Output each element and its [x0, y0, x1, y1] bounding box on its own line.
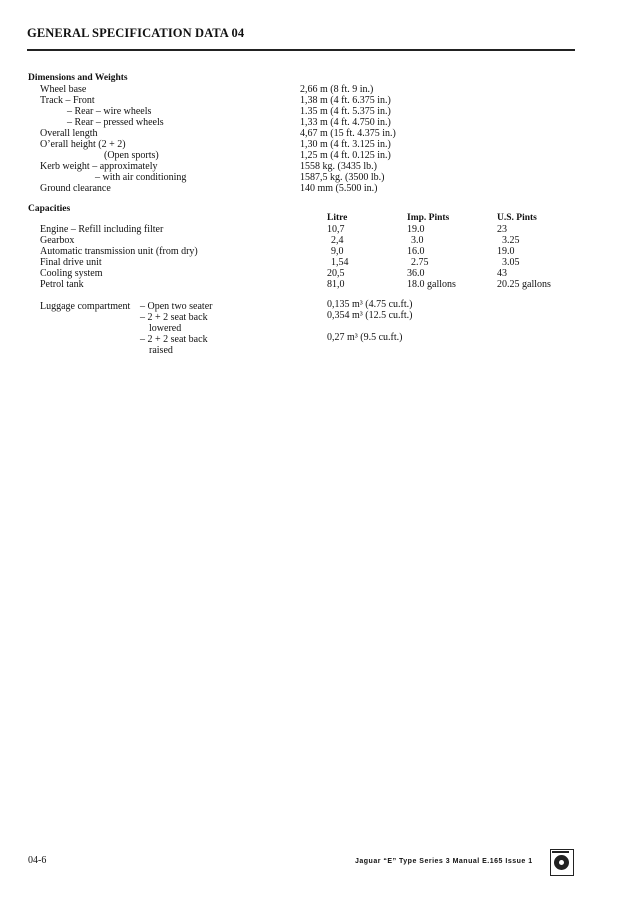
cap-label-cooling: Cooling system	[40, 268, 103, 279]
dim-value-track-rear-wire: 1.35 m (4 ft. 5.375 in.)	[300, 106, 391, 117]
dim-label-overall-length: Overall length	[40, 128, 98, 139]
cap-litre-engine: 10,7	[327, 224, 345, 235]
luggage-label: Luggage compartment	[40, 301, 131, 312]
cap-imp-petrol: 18.0 gallons	[407, 279, 456, 290]
cap-label-final-drive: Final drive unit	[40, 257, 102, 268]
dim-label-overall-height-open: (Open sports)	[104, 150, 159, 161]
cap-litre-auto-trans: 9,0	[331, 246, 344, 257]
cap-imp-engine: 19.0	[407, 224, 425, 235]
luggage-value-open: 0,135 m³ (4.75 cu.ft.)	[327, 299, 413, 310]
luggage-desc-open: – Open two seater	[140, 301, 213, 312]
dimensions-heading: Dimensions and Weights	[28, 73, 128, 83]
luggage-desc-lowered: – 2 + 2 seat back	[140, 312, 208, 323]
cap-imp-final-drive: 2.75	[411, 257, 429, 268]
col-header-imp-pints: Imp. Pints	[407, 213, 450, 223]
cap-imp-gearbox: 3.0	[411, 235, 424, 246]
luggage-desc-raised: – 2 + 2 seat back	[140, 334, 208, 345]
cap-imp-auto-trans: 16.0	[407, 246, 425, 257]
dim-label-kerb-weight-ac: – with air conditioning	[95, 172, 187, 183]
dim-value-kerb-weight: 1558 kg. (3435 lb.)	[300, 161, 377, 172]
dim-value-track-rear-pressed: 1,33 m (4 ft. 4.750 in.)	[300, 117, 391, 128]
dim-value-wheel-base: 2,66 m (8 ft. 9 in.)	[300, 84, 374, 95]
dim-label-ground-clearance: Ground clearance	[40, 183, 111, 194]
cap-us-auto-trans: 19.0	[497, 246, 515, 257]
cap-label-gearbox: Gearbox	[40, 235, 75, 246]
cap-litre-final-drive: 1,54	[331, 257, 349, 268]
dim-label-wheel-base: Wheel base	[40, 84, 87, 95]
dim-value-ground-clearance: 140 mm (5.500 in.)	[300, 183, 378, 194]
dim-value-overall-length: 4,67 m (15 ft. 4.375 in.)	[300, 128, 396, 139]
dim-value-overall-height-open: 1,25 m (4 ft. 0.125 in.)	[300, 150, 391, 161]
dim-label-track-rear-wire: – Rear – wire wheels	[67, 106, 152, 117]
cap-litre-gearbox: 2,4	[331, 235, 344, 246]
cap-imp-cooling: 36.0	[407, 268, 425, 279]
dim-label-track-front: Track – Front	[40, 95, 95, 106]
dim-value-kerb-weight-ac: 1587,5 kg. (3500 lb.)	[300, 172, 385, 183]
luggage-desc-lowered-2: lowered	[149, 323, 182, 334]
dim-label-track-rear-pressed: – Rear – pressed wheels	[67, 117, 164, 128]
cap-litre-cooling: 20,5	[327, 268, 345, 279]
cap-us-petrol: 20.25 gallons	[497, 279, 551, 290]
dim-value-overall-height-2plus2: 1,30 m (4 ft. 3.125 in.)	[300, 139, 391, 150]
dim-value-track-front: 1,38 m (4 ft. 6.375 in.)	[300, 95, 391, 106]
page-number: 04-6	[28, 855, 47, 866]
cap-litre-petrol: 81,0	[327, 279, 345, 290]
dim-label-overall-height-2plus2: O’erall height (2 + 2)	[40, 139, 126, 150]
col-header-us-pints: U.S. Pints	[497, 213, 537, 223]
manual-reference: Jaguar “E” Type Series 3 Manual E.165 Issue 1	[355, 858, 533, 865]
col-header-litre: Litre	[327, 213, 348, 223]
cap-label-auto-trans: Automatic transmission unit (from dry)	[40, 246, 198, 257]
cap-us-cooling: 43	[497, 268, 507, 279]
header-rule	[27, 49, 575, 51]
cap-label-engine: Engine – Refill including filter	[40, 224, 164, 235]
cap-us-gearbox: 3.25	[502, 235, 520, 246]
cap-us-engine: 23	[497, 224, 507, 235]
cap-label-petrol: Petrol tank	[40, 279, 84, 290]
luggage-desc-raised-2: raised	[149, 345, 173, 356]
capacities-heading: Capacities	[28, 204, 71, 214]
cap-us-final-drive: 3.05	[502, 257, 520, 268]
luggage-value-raised: 0,27 m³ (9.5 cu.ft.)	[327, 332, 403, 343]
jaguar-badge-icon	[550, 849, 574, 876]
page-title: GENERAL SPECIFICATION DATA 04	[27, 26, 245, 40]
dim-label-kerb-weight: Kerb weight – approximately	[40, 161, 158, 172]
luggage-value-lowered: 0,354 m³ (12.5 cu.ft.)	[327, 310, 413, 321]
